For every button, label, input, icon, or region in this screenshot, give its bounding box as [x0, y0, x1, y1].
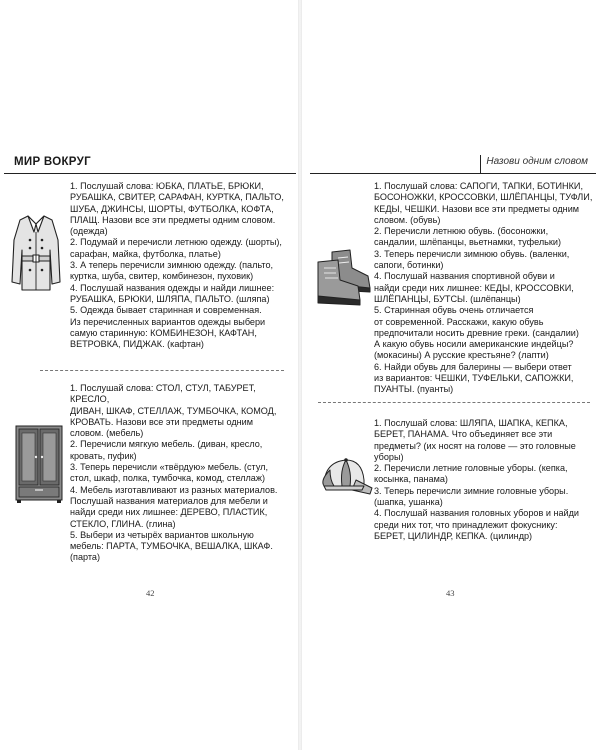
text-line: 1. Послушай слова: ЮБКА, ПЛАТЬЕ, БРЮКИ,	[70, 181, 264, 191]
text-line: словом. (обувь)	[374, 214, 441, 225]
wardrobe-illustration	[14, 424, 64, 504]
text-line: 3. Теперь перечисли «твёрдую» мебель. (стул,	[70, 462, 268, 473]
left-page	[0, 0, 298, 750]
cap-illustration	[316, 456, 374, 500]
footwear-exercise	[374, 181, 596, 396]
right-header-title: Назови одним словом	[486, 156, 588, 167]
text-line: 2. Перечисли летние головные уборы. (кепка,	[374, 463, 568, 474]
text-line: 3. Теперь перечисли зимнюю обувь. (валенки,	[374, 248, 570, 259]
text-line: КЕДЫ, ЧЕШКИ. Назови все эти предметы одним	[374, 203, 580, 214]
text-line: РУБАШКА, БРЮКИ, ШЛЯПА, ПАЛЬТО. (шляпа)	[70, 293, 270, 304]
text-line: 2. Подумай и перечисли летнюю одежду. (шорты),	[70, 237, 282, 248]
text-line: БЕРЕТ, ЦИЛИНДР, КЕПКА. (цилиндр)	[374, 530, 533, 541]
text-line: найди среди них лишнее: КЕДЫ, КРОССОВКИ,	[374, 282, 574, 293]
headwear-exercise	[374, 418, 596, 542]
text-line: самую старинную: КОМБИНЕЗОН, КАФТАН,	[70, 327, 257, 338]
text-line: сандалии, шлёпанцы, вьетнамки, туфельки)	[374, 237, 561, 248]
text-line: сарафан, майка, футболка, платье)	[70, 248, 221, 259]
text-line: из вариантов: ЧЕШКИ, ТУФЕЛЬКИ, САПОЖКИ,	[374, 373, 574, 384]
text-line: мебель: ПАРТА, ТУМБОЧКА, ВЕШАЛКА, ШКАФ.	[70, 541, 273, 552]
text-line: 4. Послушай названия спортивной обуви и	[374, 271, 555, 282]
text-line: (парта)	[70, 552, 101, 563]
text-line: 3. Теперь перечисли зимние головные уборы.	[374, 485, 569, 496]
text-line: сапоги, ботинки)	[374, 260, 444, 271]
text-line: ДИВАН, ШКАФ, СТЕЛЛАЖ, ТУМБОЧКА, КОМОД,	[70, 405, 277, 416]
text-line: предметы? (их носят на голове — это головные	[374, 440, 576, 451]
text-line: А какую обувь носили американские индейцы?	[374, 339, 574, 350]
text-line: 4. Послушай названия головных уборов и найди	[374, 508, 579, 519]
text-line: 2. Перечисли летнюю обувь. (босоножки,	[374, 226, 549, 237]
text-line: косынка, панама)	[374, 474, 448, 485]
text-line: КРОВАТЬ. Назови все эти предметы одним	[70, 416, 253, 427]
text-line: 4. Мебель изготавливают из разных материалов.	[70, 484, 278, 495]
text-line: 5. Одежда бывает старинная и современная.	[70, 305, 262, 316]
text-line: ПУАНТЫ. (пуанты)	[374, 384, 454, 395]
header-tick	[480, 155, 481, 173]
coat-illustration	[8, 210, 64, 294]
text-line: (мокасины) А русские крестьяне? (лапти)	[374, 350, 549, 361]
left-page-number: 42	[146, 588, 155, 598]
text-line: куртка, шуба, свитер, комбинезон, пуховик)	[70, 271, 254, 282]
text-line: 2. Перечисли мягкую мебель. (диван, кресло,	[70, 439, 263, 450]
text-line: Послушай названия материалов для мебели и	[70, 495, 268, 506]
text-line: уборы)	[374, 451, 404, 462]
clothes-exercise	[70, 181, 296, 350]
section-divider	[40, 370, 284, 371]
text-line: (шапка, ушанка)	[374, 497, 443, 508]
left-header-title: МИР ВОКРУГ	[14, 156, 91, 168]
right-page-header	[310, 153, 596, 174]
text-line: 4. Послушай названия одежды и найди лишнее:	[70, 282, 275, 293]
text-line: от современной. Расскажи, какую обувь	[374, 316, 544, 327]
text-line: словом. (мебель)	[70, 428, 144, 439]
text-line: 3. А теперь перечисли зимнюю одежду. (пальто,	[70, 260, 274, 271]
text-line: 1. Послушай слова: ШЛЯПА, ШАПКА, КЕПКА,	[374, 418, 568, 428]
furniture-exercise	[70, 383, 296, 564]
text-line: ШУБА, ДЖИНСЫ, ШОРТЫ, ФУТБОЛКА, КОФТА,	[70, 203, 274, 214]
text-line: кровать, пуфик)	[70, 450, 137, 461]
text-line: 5. Выбери из четырёх вариантов школьную	[70, 529, 254, 540]
text-line: 5. Старинная обувь очень отличается	[374, 305, 534, 316]
text-line: найди среди них лишнее: ДЕРЕВО, ПЛАСТИК,	[70, 507, 268, 518]
text-line: стол, шкаф, полка, тумбочка, комод, стеллаж)	[70, 473, 265, 484]
text-line: БОСОНОЖКИ, КРОССОВКИ, ШЛЁПАНЦЫ, ТУФЛИ,	[374, 192, 593, 203]
right-page	[302, 0, 600, 750]
text-line: 6. Найди обувь для балерины — выбери ответ	[374, 361, 572, 372]
text-line: ШЛЁПАНЦЫ, БУТСЫ. (шлёпанцы)	[374, 293, 521, 304]
section-divider	[318, 402, 590, 403]
text-line: ВЕТРОВКА, ПИДЖАК. (кафтан)	[70, 339, 204, 350]
text-line: ПЛАЩ. Назови все эти предметы одним словом.	[70, 214, 276, 225]
text-line: (одежда)	[70, 226, 108, 237]
text-line: среди них тот, что принадлежит фокуснику:	[374, 519, 558, 530]
text-line: 1. Послушай слова: САПОГИ, ТАПКИ, БОТИНКИ,	[374, 181, 583, 191]
text-line: Из перечисленных вариантов одежды выбери	[70, 316, 266, 327]
right-page-number: 43	[446, 588, 455, 598]
left-page-header	[4, 153, 296, 174]
text-line: БЕРЕТ, ПАНАМА. Что объединяет все эти	[374, 429, 553, 440]
text-line: предпочитали носить древние греки. (сандалии)	[374, 327, 579, 338]
text-line: РУБАШКА, СВИТЕР, САРАФАН, КУРТКА, ПАЛЬТО,	[70, 192, 284, 203]
text-line: 1. Послушай слова: СТОЛ, СТУЛ, ТАБУРЕТ, КРЕСЛО,	[70, 383, 256, 405]
text-line: СТЕКЛО, ГЛИНА. (глина)	[70, 518, 176, 529]
boots-illustration	[310, 246, 374, 308]
